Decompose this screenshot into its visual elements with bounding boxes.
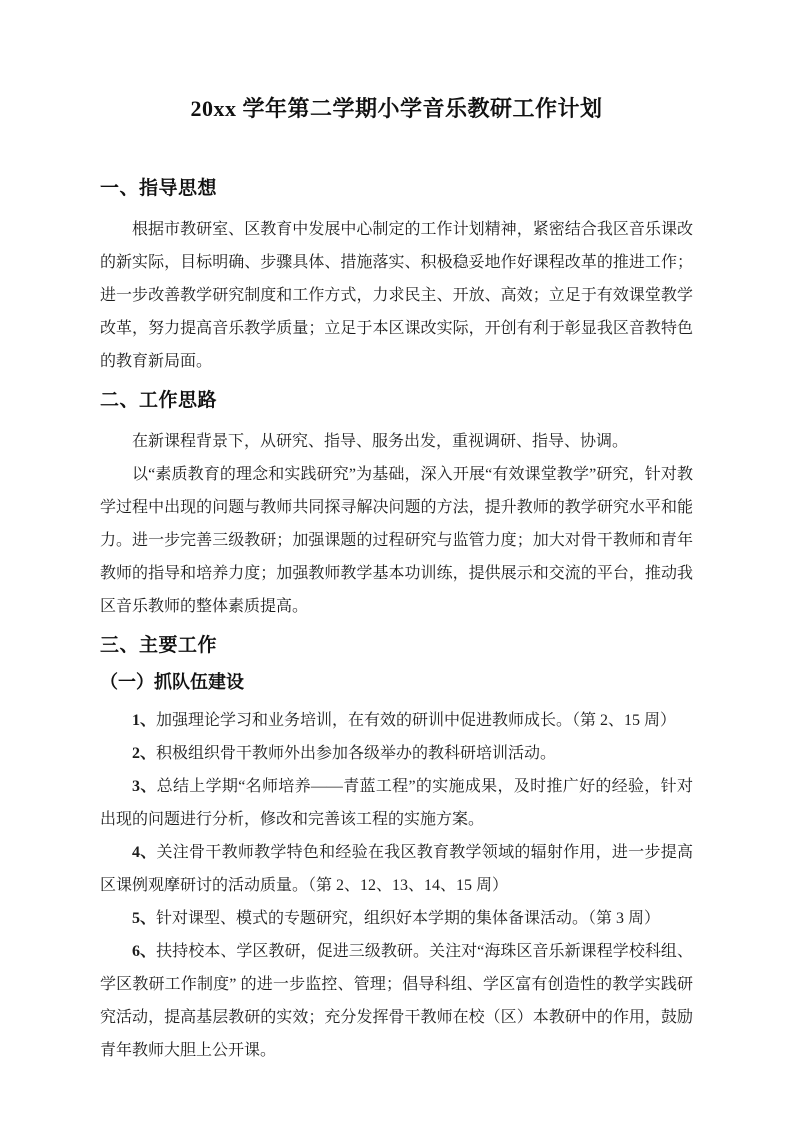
item-number: 3、 xyxy=(132,778,157,795)
section-heading-main-work: 三、主要工作 xyxy=(100,635,218,656)
item-text: 加强理论学习和业务培训，在有效的研训中促进教师成长。（第 2、15 周） xyxy=(156,712,677,729)
item-text: 扶持校本、学区教研，促进三级教研。关注对“海珠区音乐新课程学校科组、学区教研工作制度” 的进一步监控、管理；倡导科组、学区富有创造性的教学实践研究活动，提高基层教研的实效；充分发挥骨干教师在校（区）本教研中的作用，鼓励青年教师大胆上公开课。 xyxy=(100,943,693,1059)
paragraph: 在新课程背景下，从研究、指导、服务出发，重视调研、指导、协调。 xyxy=(132,433,629,450)
item-number: 5、 xyxy=(132,910,157,927)
list-item xyxy=(100,770,693,836)
item-text: 关注骨干教师教学特色和经验在我区教育教学领域的辐射作用，进一步提高区课例观摩研讨的活动质量。（第 2、12、13、14、15 周） xyxy=(100,844,693,894)
paragraph: 以“素质教育的理念和实践研究”为基础，深入开展“有效课堂教学”研究，针对教学过程中出现的问题与教师共同探寻解决问题的方法，提升教师的教学研究水平和能力。进一步完善三级教研；加强课题的过程研究与监管力度；加大对骨干教师和青年教师的指导和培养力度；加强教师教学基本功训练，提供展示和交流的平台，推动我区音乐教师的整体素质提高。 xyxy=(100,466,693,615)
section-heading-work-approach: 二、工作思路 xyxy=(100,390,218,411)
item-number: 6、 xyxy=(132,943,157,960)
list-item xyxy=(100,737,693,770)
document-title: 20xx 学年第二学期小学音乐教研工作计划 xyxy=(190,96,603,121)
item-text: 针对课型、模式的专题研究，组织好本学期的集体备课活动。（第 3 周） xyxy=(156,910,661,927)
section-heading-guiding-ideology: 一、指导思想 xyxy=(100,178,218,199)
item-number: 2、 xyxy=(132,745,157,762)
section-guiding-ideology xyxy=(100,175,693,378)
list-item xyxy=(100,704,693,737)
paragraph: 根据市教研室、区教育中发展中心制定的工作计划精神，紧密结合我区音乐课改的新实际，目标明确、步骤具体、措施落实、积极稳妥地作好课程改革的推进工作；进一步改善教学研究制度和工作方式，力求民主、开放、高效；立足于有效课堂教学改革，努力提高音乐教学质量；立足于本区课改实际，开创有利于彰显我区音教特色的教育新局面。 xyxy=(100,221,693,370)
section-work-approach xyxy=(100,387,693,623)
item-number: 4、 xyxy=(132,844,157,861)
item-number: 1、 xyxy=(132,712,157,729)
list-item xyxy=(100,836,693,902)
item-text: 总结上学期“名师培养——青蓝工程”的实施成果，及时推广好的经验，针对出现的问题进行分析，修改和完善该工程的实施方案。 xyxy=(100,778,693,828)
section-main-work xyxy=(100,632,693,1067)
list-item xyxy=(100,902,693,935)
subsection-heading-team-building: （一）抓队伍建设 xyxy=(100,672,244,692)
list-item xyxy=(100,935,693,1067)
item-text: 积极组织骨干教师外出参加各级举办的教科研培训活动。 xyxy=(156,745,557,762)
